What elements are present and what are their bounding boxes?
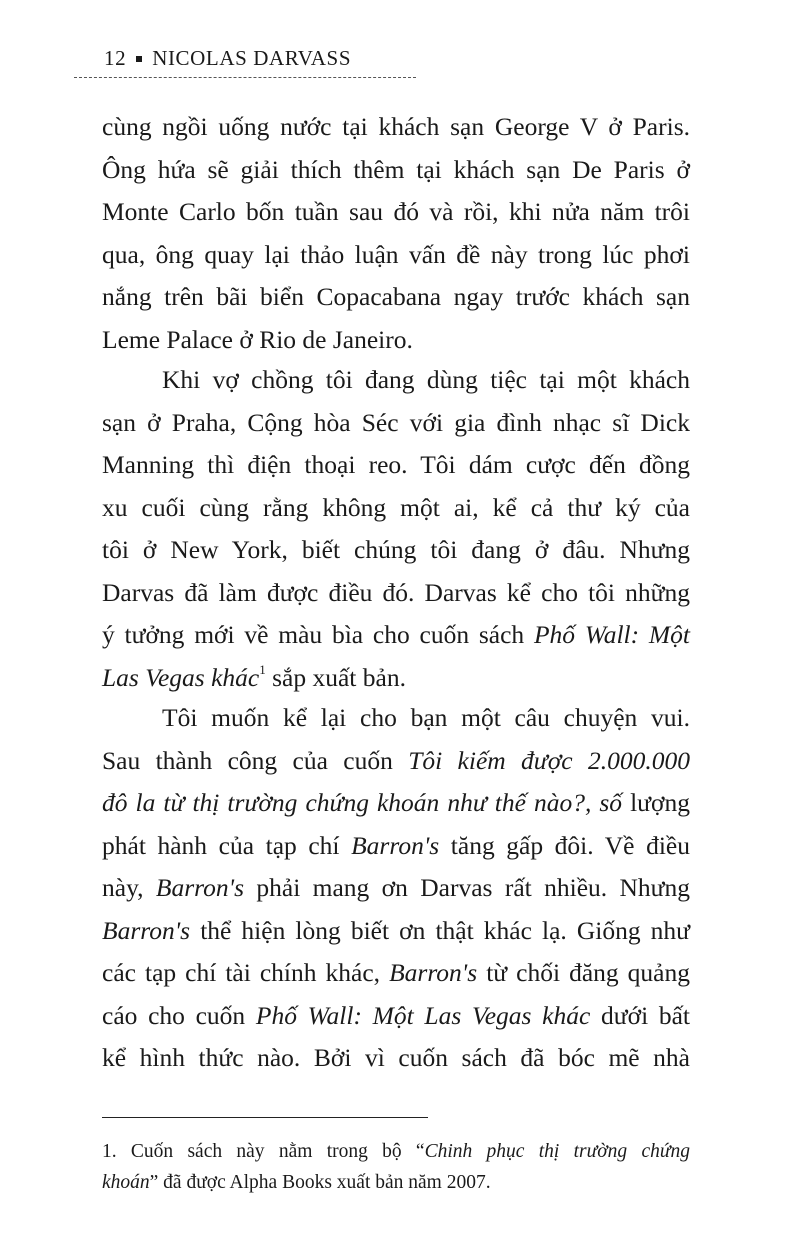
- text-run: dưới bất: [590, 1000, 690, 1030]
- text-run: 1. Cuốn sách này nằm trong bộ “: [102, 1141, 425, 1162]
- text-line: qua, ông quay lại thảo luận vấn đề này trong lúc phơi: [102, 239, 690, 269]
- text-line: xu cuối cùng rằng không một ai, kể cả thư ký của: [102, 492, 690, 522]
- book-title: Tôi kiếm được 2.000.000: [408, 745, 690, 775]
- book-title: Phố Wall: Một: [533, 620, 690, 649]
- book-title: Las Vegas khác: [102, 662, 260, 692]
- text-line: [102, 782, 690, 825]
- magazine-name: Barron's: [389, 958, 478, 987]
- text-line: Ông hứa sẽ giải thích thêm tại khách sạn De Paris ở: [102, 154, 690, 184]
- text-run: ý tưởng mới về màu bìa cho cuốn sách: [102, 620, 534, 649]
- magazine-name: Barron's: [102, 915, 191, 945]
- text-run: các tạp chí tài chính khác,: [102, 958, 390, 987]
- text-line: [102, 910, 690, 953]
- paragraph-3: [102, 697, 690, 1080]
- text-line: nắng trên bãi biển Copacabana ngay trước khách sạn: [102, 282, 690, 311]
- text-run: thể hiện lòng biết ơn thật khác lạ. Giống như: [190, 915, 690, 945]
- text-line: [102, 867, 690, 910]
- magazine-name: Barron's: [351, 830, 440, 860]
- paragraph-2: [102, 359, 690, 699]
- text-line: tôi ở New York, biết chúng tôi đang ở đâu. Nhưng: [102, 535, 690, 564]
- text-run: từ chối đăng quảng: [477, 958, 690, 987]
- text-line: Manning thì điện thoại reo. Tôi dám cược đến đồng: [102, 450, 690, 479]
- series-title: khoán: [102, 1172, 150, 1193]
- text-line: Monte Carlo bốn tuần sau đó và rồi, khi nửa năm trôi: [102, 197, 690, 226]
- text-run: này,: [102, 873, 156, 902]
- footnote-ref-link[interactable]: 1: [259, 661, 266, 677]
- running-title: NICOLAS DARVASS: [152, 46, 352, 70]
- text-line: [102, 657, 690, 700]
- text-line: [102, 614, 690, 657]
- footnote: [102, 1136, 690, 1198]
- text-run: sắp xuất bản.: [265, 662, 406, 692]
- text-run: Sau thành công của cuốn: [102, 745, 409, 775]
- text-line: Leme Palace ở Rio de Janeiro.: [102, 324, 413, 354]
- text-line: [102, 952, 690, 995]
- text-line: kể hình thức nào. Bởi vì cuốn sách đã bóc mẽ nhà: [102, 1043, 690, 1072]
- running-header: [104, 44, 351, 72]
- text-line: [102, 995, 690, 1038]
- text-run: lượng: [622, 788, 690, 817]
- text-line: sạn ở Praha, Cộng hòa Séc với gia đình nhạc sĩ Dick: [102, 407, 690, 437]
- text-run: cáo cho cuốn: [102, 1000, 256, 1030]
- text-run: ” đã được Alpha Books xuất bản năm 2007.: [149, 1172, 491, 1193]
- footnote-rule: [102, 1117, 428, 1118]
- square-bullet-icon: [136, 56, 142, 62]
- text-line: Khi vợ chồng tôi đang dùng tiệc tại một khách: [162, 365, 690, 394]
- text-run: tăng gấp đôi. Về điều: [439, 830, 690, 860]
- footnote-line: [102, 1167, 690, 1198]
- text-line: [102, 825, 690, 868]
- page-number: 12: [104, 46, 127, 70]
- header-dashed-rule: [74, 77, 416, 78]
- footnote-line: [102, 1136, 690, 1167]
- text-run: phát hành của tạp chí: [102, 830, 352, 860]
- text-line: Darvas đã làm được điều đó. Darvas kể cho tôi những: [102, 577, 690, 607]
- text-line: [102, 740, 690, 783]
- magazine-name: Barron's: [155, 873, 245, 902]
- paragraph-1: [102, 106, 690, 361]
- book-title: đô la từ thị trường chứng khoán như thế nào?, số: [102, 788, 623, 817]
- text-line: Tôi muốn kể lại cho bạn một câu chuyện vui.: [162, 703, 690, 732]
- text-line: cùng ngồi uống nước tại khách sạn George V ở Paris.: [102, 112, 690, 141]
- series-title: Chinh phục thị trường chứng: [424, 1141, 690, 1162]
- text-run: phải mang ơn Darvas rất nhiều. Nhưng: [244, 873, 690, 902]
- book-title: Phố Wall: Một Las Vegas khác: [255, 1000, 591, 1030]
